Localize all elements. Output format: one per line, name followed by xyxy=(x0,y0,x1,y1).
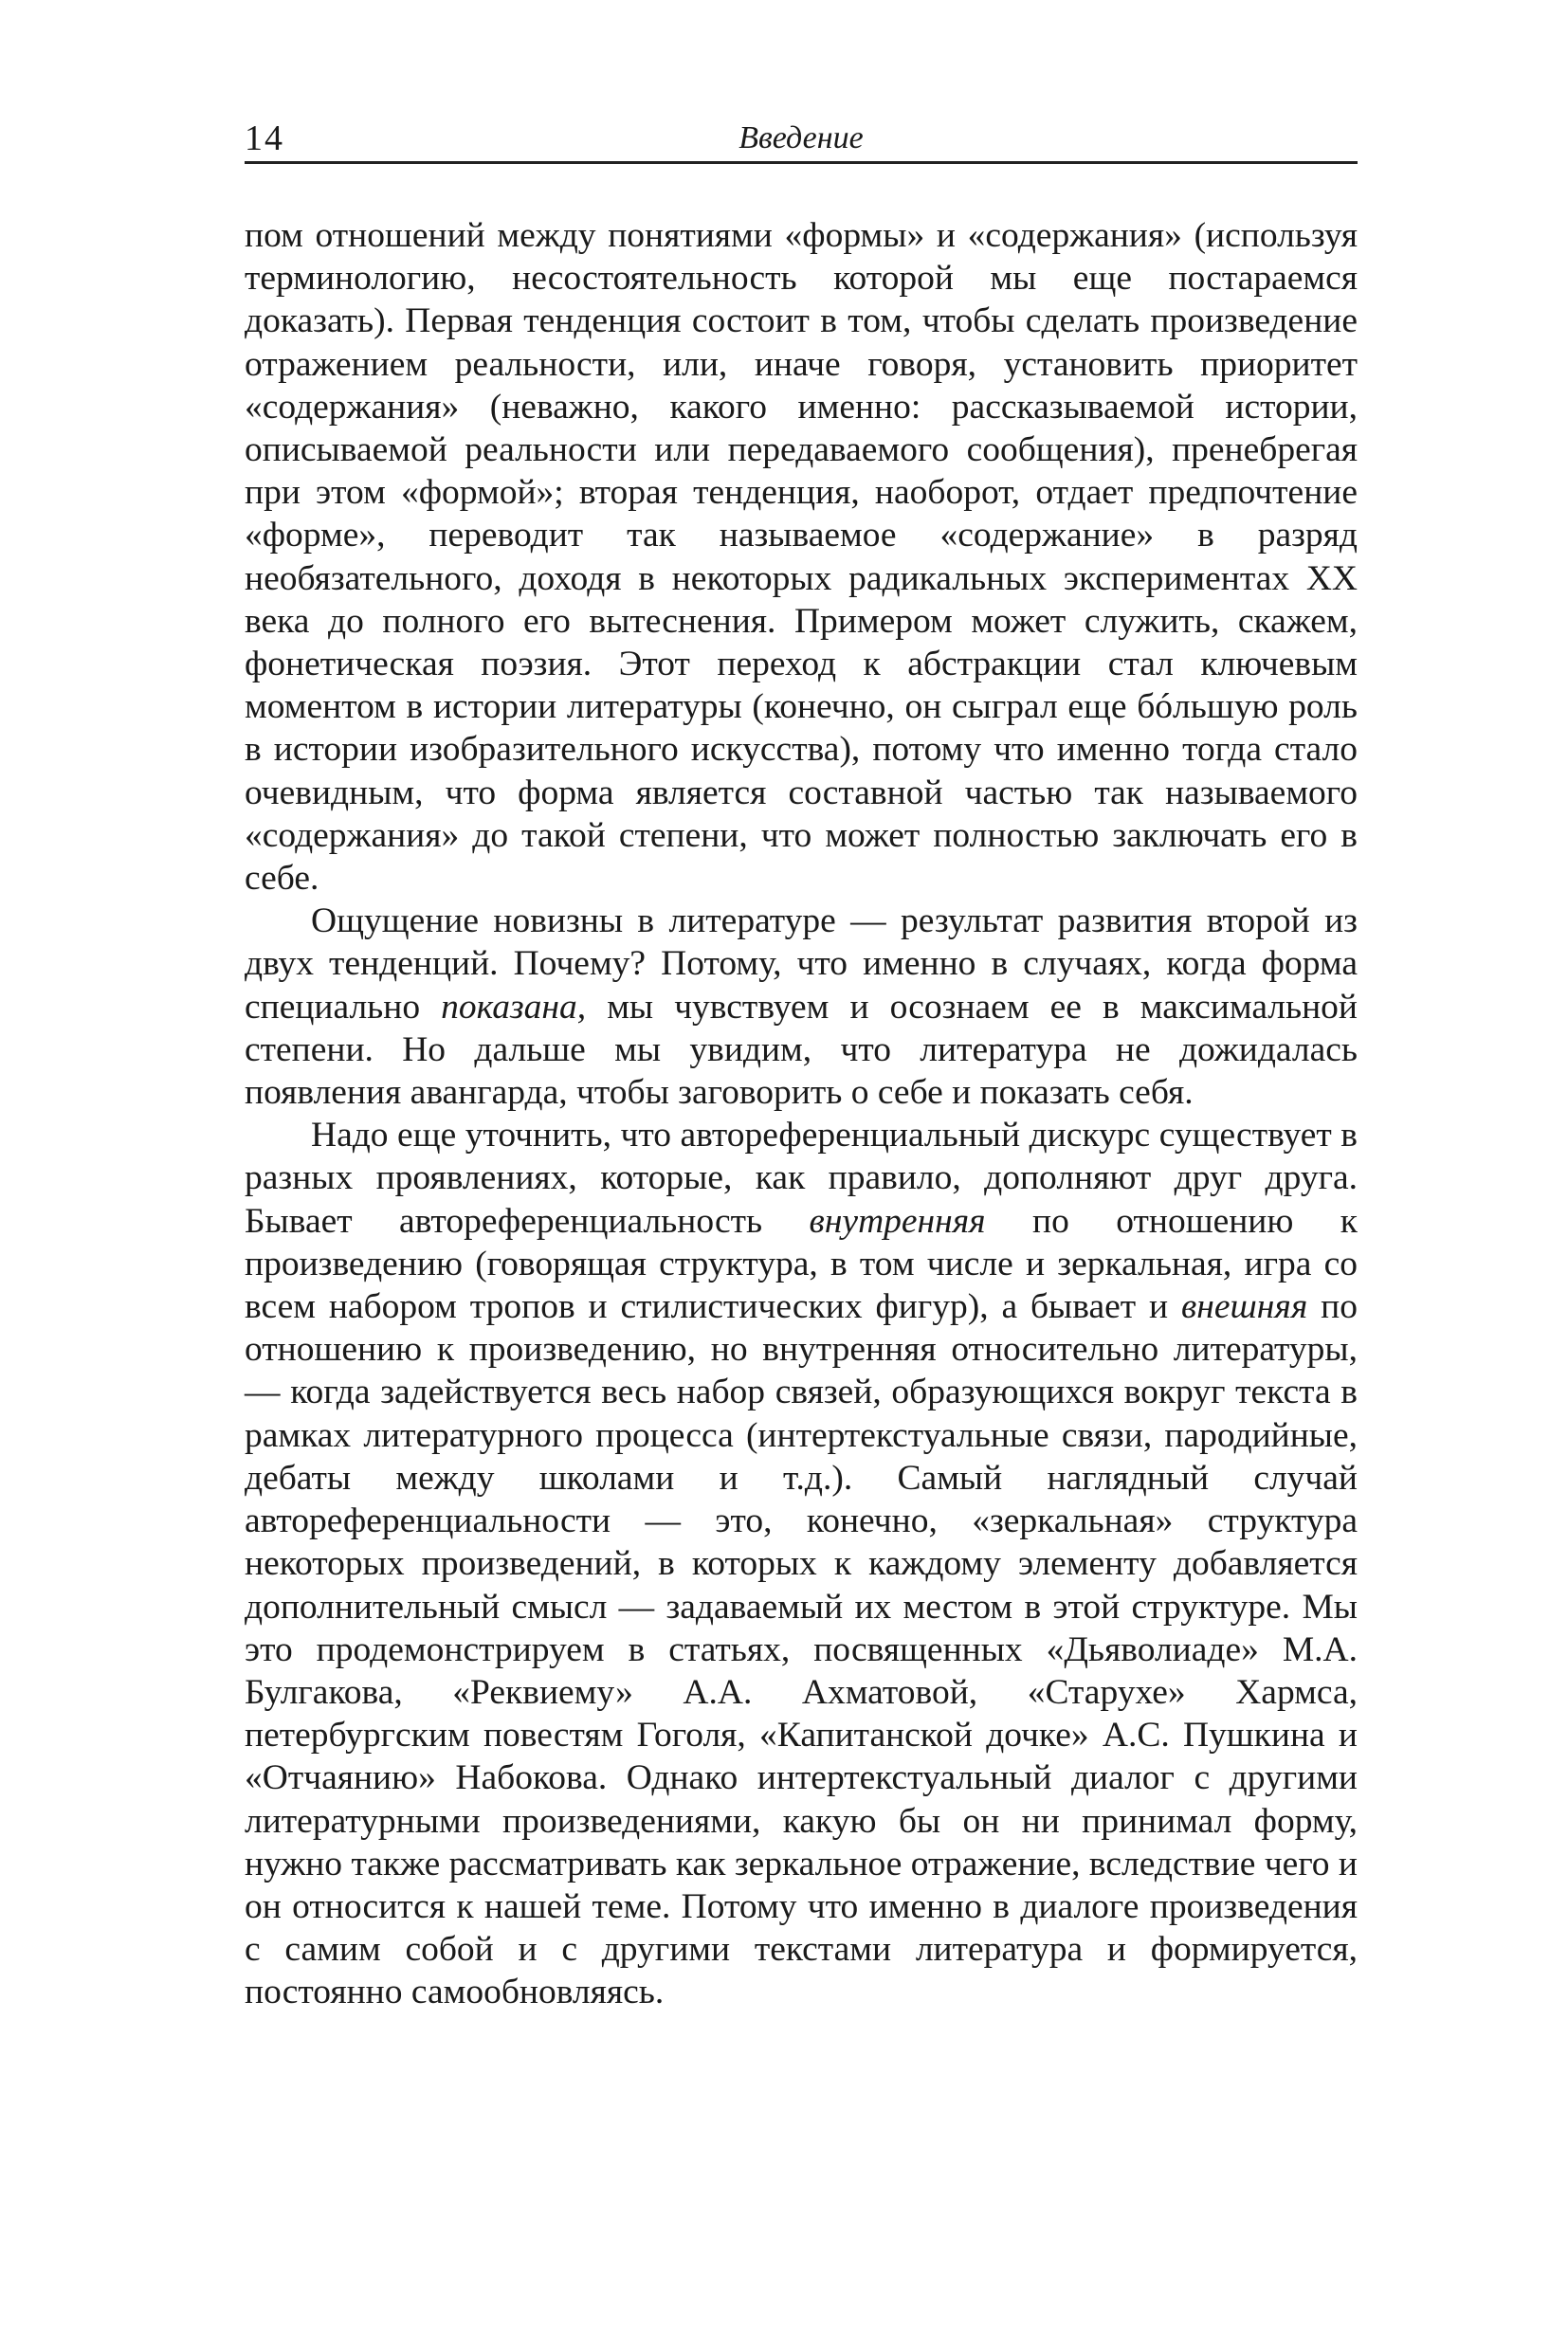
page-header xyxy=(245,116,1358,164)
text-run: Ощущение новизны в литературе — результат развития второй из двух тенденций. Почему? Потому, что именно в случаях, когда форма специально xyxy=(245,901,1358,1027)
paragraph xyxy=(245,214,1358,900)
italic-emphasis: показана, xyxy=(441,987,587,1027)
italic-emphasis: внешняя xyxy=(1180,1287,1308,1327)
text-run: по отношению к произведению, но внутренняя относительно литературы, — когда задействуется весь набор связей, образующихся вокруг текста в рамках литературного процесса (интертекстуальные связи, пародийные, дебаты между школами и т.д.). Самый наглядный случай автореференциальности — это, конечно, «зеркальная» структура некоторых произведений, в которых к каждому элементу добавляется дополнительный смысл — задаваемый их местом в этой структуре. Мы это продемонстрируем в статьях, посвященных «Дьяволиаде» М.А. Булгакова, «Реквиему» А.А. Ахматовой, «Старухе» Хармса, петербургским повестям Гоголя, «Капитанской дочке» А.С. Пушкина и «Отчаянию» Набокова. Однако интертекстуальный диалог с другими литературными произведениями, какую бы он ни принимал форму, нужно также рассматривать как зеркальное отражение, вследствие чего и он относится к нашей теме. Потому что именно в диалоге произведения с самим собой и с другими текстами литература и формируется, постоянно самообновляясь. xyxy=(245,1287,1358,2012)
text-run: Надо еще уточнить, что автореференциальный дискурс существует в разных проявлениях, которые, как правило, дополняют друг друга. Бывает автореференциальность xyxy=(245,1116,1358,1241)
italic-emphasis: внутренняя xyxy=(809,1201,986,1241)
text-run: пом отношений между понятиями «формы» и «содержания» (используя терминологию, несостоятельность которой мы еще постараемся доказать). Первая тенденция состоит в том, чтобы сделать произведение отражением реальности, или, иначе говоря, установить приоритет «содержания» (неважно, какого именно: рассказываемой истории, описываемой реальности или передаваемого сообщения), пренебрегая при этом «формой»; вторая тенденция, наоборот, отдает предпочтение «форме», переводит так называемое «содержание» в разряд необязательного, доходя в некоторых радикальных экспериментах XX века до полного его вытеснения. Примером может служить, скажем, фонетическая поэзия. Этот переход к абстракции стал ключевым моментом в истории литературы (конечно, он сыграл еще бóльшую роль в истории изобразительного искусства), потому что именно тогда стало очевидным, что форма является составной частью так называемого «содержания» до такой степени, что может полностью заключать его в себе. xyxy=(245,216,1358,899)
running-title: Введение xyxy=(738,120,864,155)
text-run: по отношению к произведению (говорящая структура, в том числе и зеркальная, игра со всем набором тропов и стилистических фигур), а бывает и xyxy=(245,1201,1358,1327)
body-text xyxy=(245,214,1358,2014)
paragraph xyxy=(245,1114,1358,2013)
paragraph xyxy=(245,900,1358,1114)
page-number: 14 xyxy=(245,118,284,158)
text-run: мы чувствуем и осознаем ее в максимальной степени. Но дальше мы увидим, что литература не дожидалась появления авангарда, чтобы заговорить о себе и показать себя. xyxy=(245,987,1358,1113)
